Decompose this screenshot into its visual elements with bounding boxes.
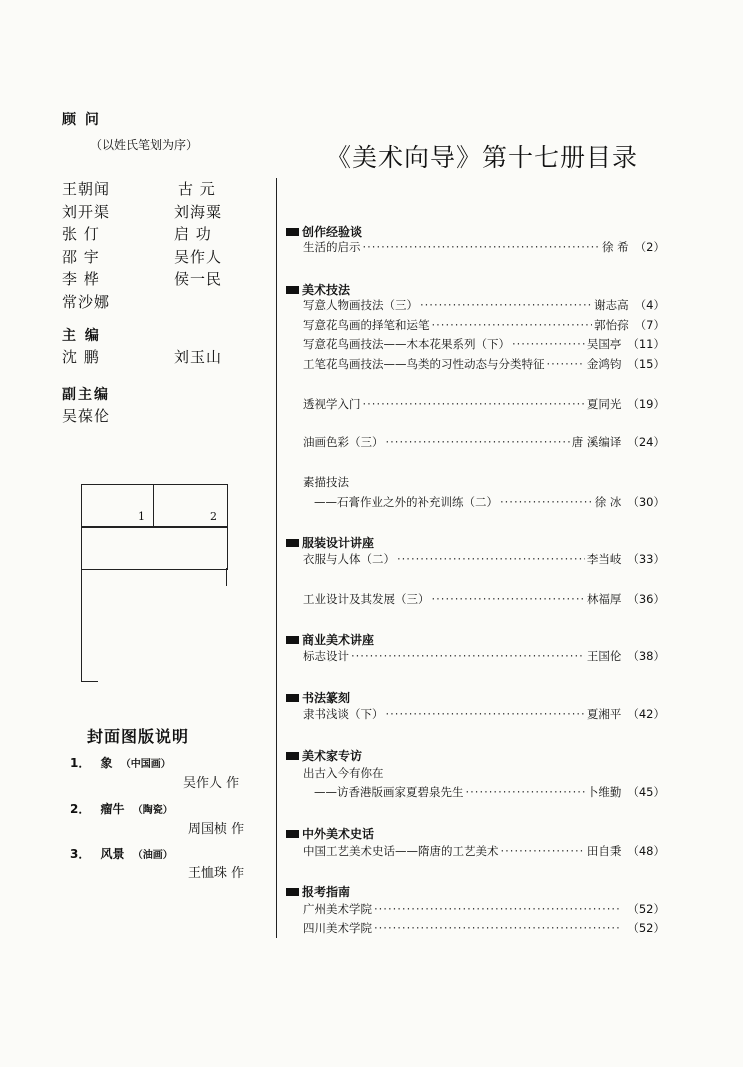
advisor-name: 张 仃 — [62, 225, 100, 243]
advisors-note: （以姓氏笔划为序） — [90, 138, 199, 152]
entry-author: 王国伦 — [586, 649, 622, 663]
cover-item-num: 2． — [70, 802, 91, 816]
section-heading — [286, 825, 374, 842]
leader-dots — [397, 552, 585, 566]
deputy-label: 副主编 — [62, 387, 110, 403]
section-name: 书法篆刻 — [302, 691, 351, 705]
section-marker — [286, 228, 299, 236]
entry-page: （42） — [627, 707, 665, 721]
section-name: 创作经验谈 — [302, 225, 363, 239]
cover-title: 封面图版说明 — [87, 727, 190, 746]
column-divider — [276, 178, 277, 938]
leader-dots — [363, 240, 601, 254]
advisor-name: 刘开渠 — [62, 203, 111, 221]
cover-item-title: 瘤牛 — [100, 802, 125, 816]
toc-entry — [303, 434, 665, 450]
entry-title: ——访香港版画家夏碧泉先生 — [314, 785, 464, 799]
section-heading — [286, 281, 350, 298]
section-heading — [286, 534, 374, 551]
entry-author: 夏同光 — [586, 397, 622, 411]
diagram-label-2: 2 — [210, 510, 217, 523]
deputy-name: 吴葆伦 — [62, 407, 111, 425]
leader-dots — [420, 298, 592, 312]
entry-title: 写意花鸟画技法——木本花果系列（下） — [303, 337, 510, 351]
entry-title: 中国工艺美术史话——隋唐的工艺美术 — [303, 844, 499, 858]
toc-entry — [303, 239, 665, 255]
section-name: 中外美术史话 — [302, 827, 375, 841]
diagram-label-1: 1 — [138, 510, 145, 523]
entry-page: （52） — [627, 921, 665, 935]
section-marker — [286, 286, 299, 294]
entry-title: 油画色彩（三） — [303, 435, 384, 449]
entry-title: 广州美术学院 — [303, 902, 372, 916]
leader-dots — [500, 495, 593, 509]
entry-page: （4） — [634, 298, 665, 312]
entry-author: 郭怡孮 — [594, 318, 629, 332]
entry-page: （15） — [627, 357, 665, 371]
advisor-name: 刘海粟 — [174, 203, 223, 221]
section-heading — [286, 631, 374, 648]
toc-entry — [314, 784, 665, 800]
section-marker — [286, 636, 299, 644]
entry-author: 吴国亭 — [586, 337, 622, 351]
toc-entry — [303, 551, 665, 567]
entry-title: 出古入今有你在 — [303, 766, 384, 780]
entry-title: ——石膏作业之外的补充训练（二） — [314, 495, 498, 509]
entry-title: 透视学入门 — [303, 397, 361, 411]
advisor-name: 启 功 — [174, 225, 212, 243]
editors-label: 主 编 — [62, 328, 101, 344]
advisor-name: 古 元 — [178, 180, 216, 198]
leader-dots — [363, 397, 585, 411]
entry-author: 唐 溪编译 — [571, 435, 622, 449]
toc-entry — [303, 648, 665, 664]
cover-item-num: 3． — [70, 847, 91, 861]
leader-dots — [386, 435, 570, 449]
entry-page: （38） — [627, 649, 665, 663]
entry-title: 标志设计 — [303, 649, 349, 663]
entry-author: 夏湘平 — [586, 707, 622, 721]
section-marker — [286, 539, 299, 547]
section-name: 商业美术讲座 — [302, 633, 375, 647]
cover-item-medium: （中国画） — [120, 759, 171, 770]
section-marker — [286, 888, 299, 896]
toc-entry — [303, 591, 665, 607]
advisor-name: 李 桦 — [62, 270, 100, 288]
entry-author: 徐 冰 — [594, 495, 622, 509]
entry-page: （48） — [627, 844, 665, 858]
cover-item-num: 1． — [70, 756, 91, 770]
entry-page: （11） — [627, 337, 665, 351]
entry-title: 生活的启示 — [303, 240, 361, 254]
diagram-right-tail — [226, 568, 227, 586]
entry-author: 田自秉 — [586, 844, 622, 858]
advisor-name: 王朝闻 — [62, 180, 111, 198]
leader-dots — [466, 785, 585, 799]
cover-item-author: 王恤珠 作 — [188, 866, 245, 881]
section-heading — [286, 747, 362, 764]
entry-title: 衣服与人体（二） — [303, 552, 395, 566]
entry-page: （36） — [627, 592, 665, 606]
advisor-name: 常沙娜 — [62, 293, 111, 311]
entry-page: （45） — [627, 785, 665, 799]
cover-item — [70, 845, 173, 862]
toc-entry — [303, 843, 665, 859]
entry-author: 徐 希 — [602, 240, 629, 254]
toc-entry — [303, 396, 665, 412]
leader-dots — [374, 921, 619, 935]
leader-dots — [432, 318, 593, 332]
diagram-divider — [153, 484, 154, 527]
cover-item-medium: （陶瓷） — [132, 805, 173, 816]
section-marker — [286, 694, 299, 702]
advisors-label: 顾 问 — [62, 112, 101, 128]
cover-item-title: 风景 — [100, 847, 125, 861]
advisor-name: 侯一民 — [174, 270, 223, 288]
toc-entry — [303, 317, 665, 333]
cover-item — [70, 800, 173, 817]
toc-entry — [303, 336, 665, 352]
leader-dots — [374, 902, 619, 916]
leader-dots — [432, 592, 585, 606]
toc-entry — [303, 297, 665, 313]
cover-item-medium: （油画） — [132, 850, 173, 861]
entry-author: 林福厚 — [586, 592, 622, 606]
entry-page: （7） — [634, 318, 665, 332]
leader-dots — [512, 337, 585, 351]
diagram-bottom-mark — [81, 681, 98, 682]
leader-dots — [386, 707, 585, 721]
section-marker — [286, 830, 299, 838]
entry-page: （24） — [627, 435, 665, 449]
entry-page: （52） — [627, 902, 665, 916]
toc-entry — [303, 356, 665, 372]
section-name: 报考指南 — [302, 885, 351, 899]
cover-item-author: 周国桢 作 — [188, 822, 245, 837]
entry-title: 写意人物画技法（三） — [303, 298, 418, 312]
toc-title: 《美术向导》第十七册目录 — [326, 143, 639, 172]
toc-entry — [303, 920, 665, 936]
editor-name: 刘玉山 — [174, 348, 223, 366]
diagram-top-row — [81, 484, 228, 528]
cover-item — [70, 754, 171, 771]
section-heading — [286, 689, 350, 706]
leader-dots — [351, 649, 585, 663]
entry-page: （2） — [634, 240, 665, 254]
cover-item-title: 象 — [100, 756, 113, 770]
toc-entry — [303, 901, 665, 917]
entry-title: 工笔花鸟画技法——鸟类的习性动态与分类特征 — [303, 357, 545, 371]
section-heading — [286, 883, 350, 900]
leader-dots — [501, 844, 585, 858]
editor-name: 沈 鹏 — [62, 348, 100, 366]
diagram-left-edge — [81, 568, 82, 681]
entry-page: （19） — [627, 397, 665, 411]
leader-dots — [547, 357, 585, 371]
entry-page: （30） — [627, 495, 665, 509]
cover-item-author: 吴作人 作 — [183, 776, 240, 791]
entry-title: 四川美术学院 — [303, 921, 372, 935]
entry-title: 工业设计及其发展（三） — [303, 592, 430, 606]
toc-entry — [314, 494, 665, 510]
entry-author: 卜维勤 — [586, 785, 622, 799]
diagram-middle-row — [81, 526, 228, 570]
entry-author: 金鸿钧 — [586, 357, 622, 371]
entry-title: 隶书浅谈（下） — [303, 707, 384, 721]
entry-author: 李当岐 — [586, 552, 622, 566]
section-heading — [286, 223, 362, 240]
advisor-name: 吴作人 — [174, 248, 223, 266]
entry-author: 谢志高 — [594, 298, 629, 312]
advisor-name: 邵 宇 — [62, 248, 100, 266]
entry-page: （33） — [627, 552, 665, 566]
section-name: 美术家专访 — [302, 749, 363, 763]
section-marker — [286, 752, 299, 760]
entry-title: 素描技法 — [303, 475, 349, 489]
section-name: 服装设计讲座 — [302, 536, 375, 550]
entry-title: 写意花鸟画的择笔和运笔 — [303, 318, 430, 332]
toc-entry — [303, 706, 665, 722]
section-name: 美术技法 — [302, 283, 351, 297]
